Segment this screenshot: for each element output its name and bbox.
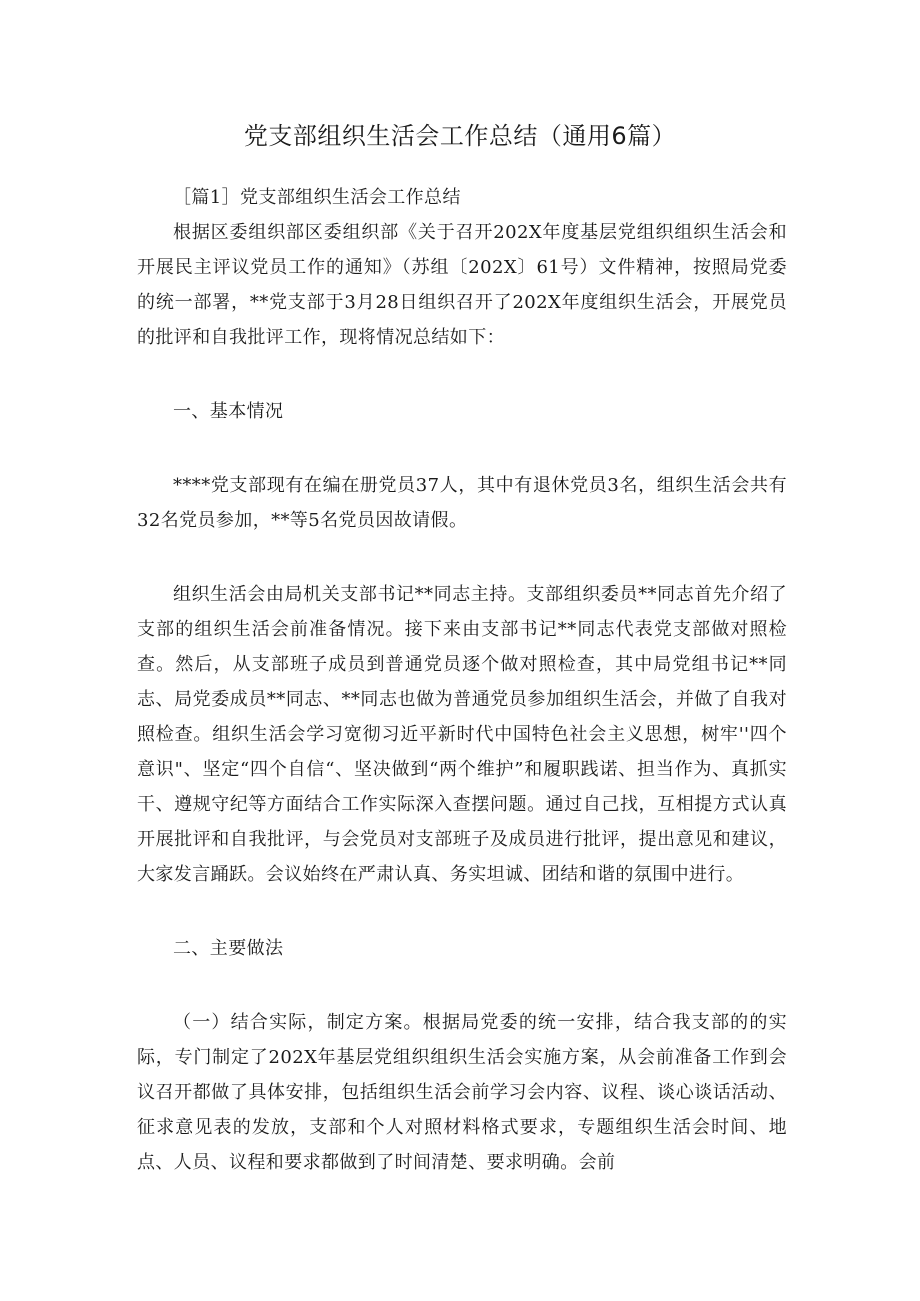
section-heading-practice: 二、主要做法 [173,938,284,959]
paragraph-plan: （一）结合实际，制定方案。根据局党委的统一安排，结合我支部的的实际，专门制定了202X年基层党组织组织生活会实施方案，从会前准备工作到会议召开都做了具体安排，包括组织生活会前学习会内容、议程、谈心谈话活动、征求意见表的发放，支部和个人对照材料格式要求，专题组织生活会时间、地点、人员、议程和要求都做到了时间清楚、要求明确。会前 [137,1012,787,1173]
document-body [137,180,787,1180]
paragraph-membership: ****党支部现有在编在册党员37人，其中有退休党员3名，组织生活会共有32名党员参加，**等5名党员因故请假。 [137,475,787,531]
intro-paragraph: 根据区委组织部区委组织部《关于召开202X年度基层党组织组织生活会和开展民主评议党员工作的通知》（苏组〔202X〕61号）文件精神，按照局党委的统一部署，**党支部于3月28日组织召开了202X年度组织生活会，开展党员的批评和自我批评工作，现将情况总结如下： [137,222,787,348]
document-title: 党支部组织生活会工作总结（通用6篇） [243,122,677,150]
article-heading: ［篇1］党支部组织生活会工作总结 [173,187,461,208]
section-heading-basic: 一、基本情况 [173,401,284,422]
paragraph-meeting: 组织生活会由局机关支部书记**同志主持。支部组织委员**同志首先介绍了支部的组织生活会前准备情况。接下来由支部书记**同志代表党支部做对照检查。然后，从支部班子成员到普通党员逐个做对照检查，其中局党组书记**同志、局党委成员**同志、**同志也做为普通党员参加组织生活会，并做了自我对照检查。组织生活会学习宽彻习近平新时代中国特色社会主义思想，树牢''四个意识"、坚定“四个自信“、坚决做到“两个维护”和履职践诺、担当作为、真抓实干、遵规守纪等方面结合工作实际深入查摆问题。通过自己找，互相提方式认真开展批评和自我批评，与会党员对支部班子及成员进行批评，提出意见和建议，大家发言踊跃。会议始终在严肃认真、务实坦诚、团结和谐的氛围中进行。 [137,584,787,885]
